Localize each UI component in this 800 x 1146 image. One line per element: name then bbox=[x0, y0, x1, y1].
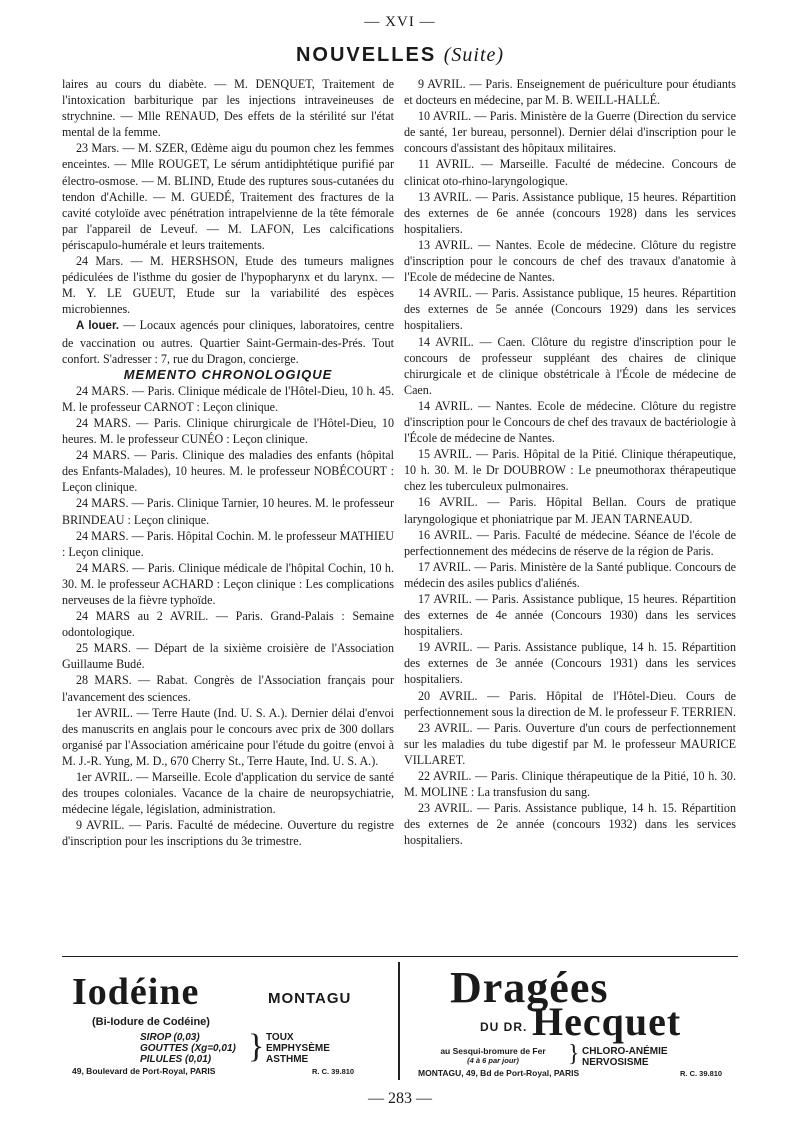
ad-iodeine-product: GOUTTES (Xg=0,01) bbox=[140, 1043, 236, 1054]
ad-iodeine-product: SIROP (0,03) bbox=[140, 1032, 200, 1043]
news-paragraph: 1er AVRIL. — Marseille. Ecole d'application du service de santé des troupes coloniales. Vacance de la chaire de neuropsychiatrie, médecine légale, législation, administration. bbox=[62, 770, 394, 817]
news-paragraph: laires au cours du diabète. — M. DENQUET, Traitement de l'intoxication barbiturique par les injections intraveineuses de strychnine. — Mlle RENAUD, Des effets de la stérilité sur l'état mental de la femme. bbox=[62, 77, 394, 140]
news-paragraph: 24 Mars. — M. HERSHSON, Etude des tumeurs malignes pédiculées de l'isthme du gosier de l'hypopharynx et du larynx. — M. Y. LE GUEUT, Etude sur la variabilité des espèces microbiennes. bbox=[62, 254, 394, 317]
section-title-text: NOUVELLES bbox=[295, 44, 437, 66]
paragraph-text: — Locaux agencés pour cliniques, laboratoires, centre de vaccination ou autres. Quartier Saint-Germain-des-Prés. Tout confort. S'adresser : 7, rue du Dragon, concierge. bbox=[62, 318, 395, 366]
news-paragraph: 10 AVRIL. — Paris. Ministère de la Guerre (Direction du service de santé, 1er bureau, personnel). Dernier délai d'inscription pour le concours d'assistant des hôpitaux militaires. bbox=[404, 109, 736, 156]
page-number: — 283 — bbox=[368, 1090, 432, 1107]
ad-iodeine-brand: MONTAGU bbox=[268, 990, 352, 1007]
news-paragraph: 23 AVRIL. — Paris. Assistance publique, 14 h. 15. Répartition des externes de 2e année (concours 1932) dans les services hospitaliers. bbox=[404, 801, 736, 848]
news-paragraph: 19 AVRIL. — Paris. Assistance publique, 14 h. 15. Répartition des externes de 3e année (Concours 1931) dans les services hospitaliers. bbox=[404, 640, 736, 687]
ad-dragees-dose: (4 à 6 par jour) bbox=[467, 1056, 519, 1065]
news-paragraph: 24 MARS. — Paris. Hôpital Cochin. M. le professeur MATHIEU : Leçon clinique. bbox=[62, 528, 394, 559]
news-paragraph: 24 MARS. — Paris. Clinique chirurgicale de l'Hôtel-Dieu, 10 heures. M. le professeur CUNÉO : Leçon clinique. bbox=[62, 415, 394, 447]
right-column bbox=[404, 76, 736, 849]
ad-dragees-composition-block bbox=[418, 1046, 568, 1066]
ad-dragees-indication: CHLORO-ANÉMIE bbox=[582, 1046, 668, 1057]
news-paragraph: 13 AVRIL. — Nantes. Ecole de médecine. Clôture du registre d'inscription pour le concours de chef des travaux d'anatomie à l'Ecole de médecine de Nantes. bbox=[404, 237, 736, 285]
section-title bbox=[0, 44, 800, 67]
news-paragraph: 24 MARS. — Paris. Clinique des maladies des enfants (hôpital des Enfants-Malades), 10 heures. M. le professeur NOBÉCOURT : Leçon clinique. bbox=[62, 448, 394, 495]
paragraph-label: A louer. bbox=[76, 320, 119, 333]
news-paragraph: 23 AVRIL. — Paris. Ouverture d'un cours de perfectionnement sur les maladies du tube digestif par M. le professeur MAURICE VILLARET. bbox=[404, 720, 736, 767]
news-paragraph: 14 AVRIL. — Caen. Clôture du registre d'inscription pour le concours de professeur suppléant des chaires de clinique chirurgicale et de clinique obstétricale à l'École de médecine de Caen. bbox=[404, 334, 736, 397]
ad-dragees-surname: Hecquet bbox=[532, 999, 682, 1044]
advertisement-iodeine bbox=[62, 968, 380, 1080]
news-paragraph: 23 Mars. — M. SZER, Œdème aigu du poumon chez les femmes enceintes. — Mlle ROUGET, Le sérum antidiphtétique purifié par électro-osmose. — M. BLIND, Etude des ruptures sous-cutanées du tendon d'Achille. — M. GUEDÉ, Traitement des fractures de la cavité cotyloïde avec pénétration intrapelvienne de la tête fémorale par l'appareil de Leveuf. — M. LAFON, Les calcifications périscapulo-humérale et leurs traitements. bbox=[62, 141, 394, 252]
brace-icon: } bbox=[568, 1041, 580, 1067]
news-paragraph: 13 AVRIL. — Paris. Assistance publique, 15 heures. Répartition des externes de 6e année (concours 1928) dans les services hospitaliers. bbox=[404, 189, 736, 236]
ad-iodeine-indications bbox=[266, 1032, 330, 1065]
ad-iodeine-indication: EMPHYSÈME bbox=[266, 1043, 330, 1054]
ad-iodeine-name: Iodéine bbox=[72, 971, 200, 1013]
news-paragraph: 20 AVRIL. — Paris. Hôpital de l'Hôtel-Dieu. Cours de perfectionnement sous la direction de M. le professeur F. TERRIEN. bbox=[404, 688, 736, 719]
ad-dragees-address: MONTAGU, 49, Bd de Port-Royal, PARIS bbox=[418, 1068, 580, 1078]
ad-dragees-du: DU DR. bbox=[480, 1020, 528, 1034]
news-paragraph: 14 AVRIL. — Nantes. Ecole de médecine. Clôture du registre d'inscription pour le Concours de chef des travaux de bactériologie à l'École de médecine de Nantes. bbox=[404, 398, 736, 446]
memento-heading: MEMENTO CHRONOLOGIQUE bbox=[123, 366, 333, 382]
ad-iodeine-address: 49, Boulevard de Port-Royal, PARIS bbox=[72, 1066, 216, 1076]
ad-dragees-rc: R. C. 39.810 bbox=[680, 1069, 723, 1078]
news-paragraph: 9 AVRIL. — Paris. Faculté de médecine. Ouverture du registre d'inscription pour les inscriptions du 3e trimestre. bbox=[62, 818, 394, 849]
left-column bbox=[62, 76, 394, 850]
news-paragraph: 9 AVRIL. — Paris. Enseignement de puériculture pour étudiants et docteurs en médecine, par M. B. WEILL-HALLÉ. bbox=[404, 77, 736, 108]
news-paragraph: 16 AVRIL. — Paris. Hôpital Bellan. Cours de pratique laryngologique et phoniatrique par M. JEAN TARNEAUD. bbox=[404, 495, 736, 526]
news-paragraph: 24 MARS. — Paris. Clinique médicale de l'Hôtel-Dieu, 10 h. 45. M. le professeur CARNOT : Leçon clinique. bbox=[62, 383, 394, 414]
news-paragraph: 17 AVRIL. — Paris. Assistance publique, 15 heures. Répartition des externes de 4e année (Concours 1930) dans les services hospitaliers. bbox=[404, 592, 736, 639]
news-paragraph: 28 MARS. — Rabat. Congrès de l'Association français pour l'avancement des sciences. bbox=[62, 673, 394, 704]
advertisement-dragees-hecquet bbox=[418, 968, 738, 1080]
news-paragraph bbox=[62, 317, 394, 366]
news-paragraph: 11 AVRIL. — Marseille. Faculté de médecine. Concours de clinicat oto-rhino-laryngologique. bbox=[404, 157, 736, 188]
brace-icon: } bbox=[248, 1028, 265, 1065]
ad-dragees-indication: NERVOSISME bbox=[582, 1057, 649, 1068]
ad-dragees-indications bbox=[582, 1046, 668, 1068]
news-paragraph: 24 MARS. — Paris. Clinique médicale de l'hôpital Cochin, 10 h. 30. M. le professeur ACHARD : Leçon clinique : Les complications nerveuses de la fièvre typhoïde. bbox=[62, 560, 394, 607]
news-paragraph: 14 AVRIL. — Paris. Assistance publique, 15 heures. Répartition des externes de 5e année (Concours 1929) dans les services hospitaliers. bbox=[404, 286, 736, 333]
news-paragraph: 25 MARS. — Départ de la sixième croisière de l'Association Guillaume Budé. bbox=[62, 641, 394, 672]
news-paragraph: 17 AVRIL. — Paris. Ministère de la Santé publique. Concours de médecin des asiles publics d'aliénés. bbox=[404, 559, 736, 590]
ad-iodeine-indication: ASTHME bbox=[266, 1054, 309, 1065]
news-paragraph: 24 MARS au 2 AVRIL. — Paris. Grand-Palais : Semaine odontologique. bbox=[62, 609, 394, 640]
page-roman-numeral: — XVI — bbox=[364, 14, 436, 30]
news-paragraph: 22 AVRIL. — Paris. Clinique thérapeutique de la Pitié, 10 h. 30. M. MOLINE : La transfusion du sang. bbox=[404, 769, 736, 800]
news-paragraph: 16 AVRIL. — Paris. Faculté de médecine. Séance de l'école de perfectionnement des médecins de réserve de la région de Paris. bbox=[404, 527, 736, 558]
news-paragraph: 1er AVRIL. — Terre Haute (Ind. U. S. A.). Dernier délai d'envoi des manuscrits en anglais pour le concours avec prix de 300 dollars organisé par l'Association américaine pour l'étude du goitre (envoi à M. J.-R. Yung, M. D., 670 Cherry St., Terre Haute, Ind. U. S. A.). bbox=[62, 705, 394, 768]
ad-iodeine-products bbox=[140, 1032, 236, 1065]
ad-dragees-name: Dragées bbox=[450, 968, 609, 1012]
section-title-suite: (Suite) bbox=[443, 44, 505, 66]
ad-iodeine-subtitle: (Bi-Iodure de Codéine) bbox=[92, 1016, 210, 1028]
ad-iodeine-indication: TOUX bbox=[266, 1032, 294, 1043]
news-paragraph: 24 MARS. — Paris. Clinique Tarnier, 10 heures. M. le professeur BRINDEAU : Leçon clinique. bbox=[62, 496, 394, 527]
ad-iodeine-product: PILULES (0,01) bbox=[140, 1054, 212, 1065]
ad-dragees-composition: au Sesqui-bromure de Fer bbox=[440, 1046, 546, 1056]
ad-divider bbox=[398, 962, 400, 1080]
ad-separator-rule bbox=[62, 956, 738, 957]
news-paragraph: 15 AVRIL. — Paris. Hôpital de la Pitié. Clinique thérapeutique, 10 h. 30. M. le Dr DOUBROW : Le pneumothorax thérapeutique chez les tuberculeux pulmonaires. bbox=[404, 447, 736, 494]
ad-iodeine-rc: R. C. 39.810 bbox=[312, 1067, 355, 1076]
